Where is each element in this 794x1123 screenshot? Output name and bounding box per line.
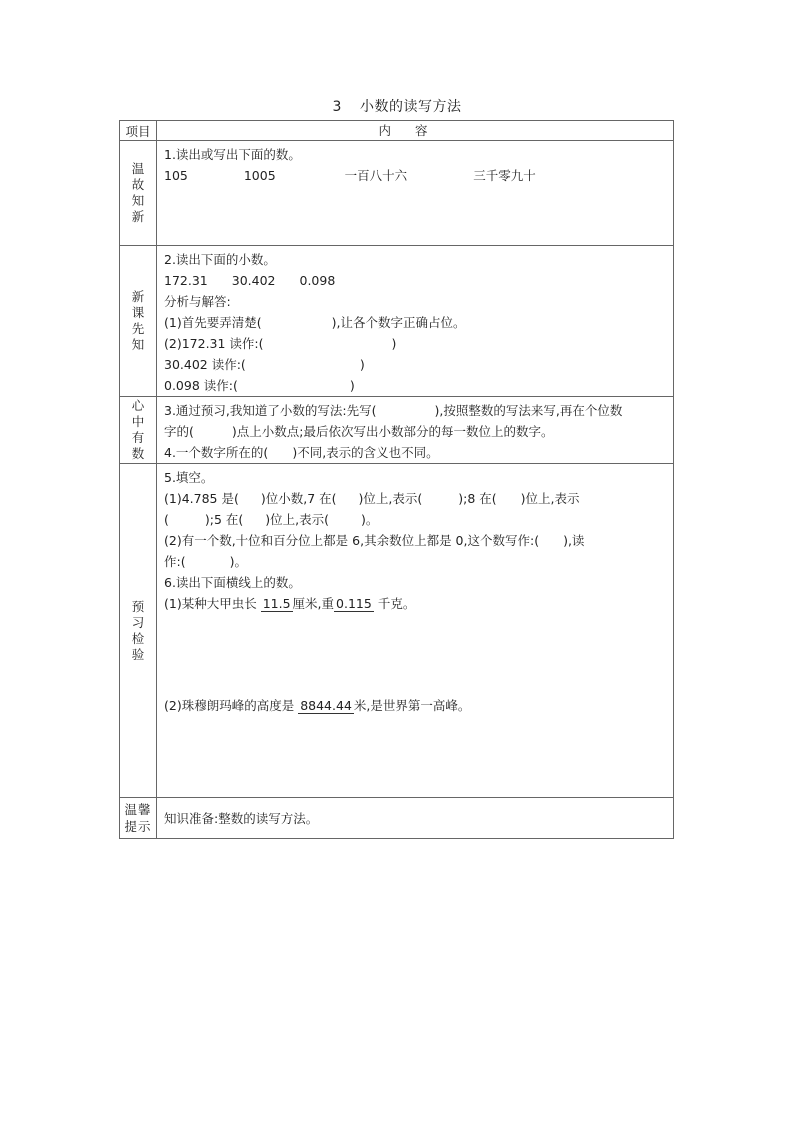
fill-line [164,551,666,572]
answer-line [164,354,666,375]
section-review-row [120,141,674,246]
fill-text: (2)有一个数,十位和百分位上都是 6,其余数位上都是 0,这个数写作:( [164,533,540,548]
page-title [0,96,794,116]
underlined-number: 8844.44 [300,698,352,713]
fill-text: )。 [229,554,247,569]
writing-space [164,614,666,695]
fill-text: (1)4.785 是( [164,491,239,506]
header-content: 内容 [378,123,452,138]
question-text: 4.一个数字所在的( [164,445,269,460]
decimal-list [164,270,666,291]
answer-text: 30.402 读作:( [164,357,246,372]
question-3-cont [164,421,666,442]
answer-text: (1)首先要弄清楚( [164,315,262,330]
question-text: ),按照整数的写法来写,再在个位数 [434,403,623,418]
lesson-number: 3 [332,99,342,115]
number-item: 1005 [243,168,276,183]
section-new-lesson-row [120,246,674,397]
section-label-text: 预习检验 [131,598,145,662]
table-header-row [120,121,674,141]
read-line [164,593,666,614]
section-label-tip [120,798,157,839]
fill-text: 作:( [164,554,186,569]
section-content-tip [157,798,674,839]
section-label-review [120,141,157,246]
section-label-summary [120,397,157,464]
section-label-text: 温故知新 [131,161,145,224]
tip-text: 知识准备:整数的读写方法。 [164,810,319,826]
answer-line [164,312,666,333]
question-text: )点上小数点;最后依次写出小数部分的每一数位上的数字。 [231,424,554,439]
answer-text: 0.098 读作:( [164,378,238,393]
question-text: )不同,表示的含义也不同。 [292,445,439,460]
section-check-row [120,464,674,798]
section-content-summary [157,397,674,464]
underlined-number: 11.5 [262,596,291,611]
section-content-new-lesson [157,246,674,397]
question-2: 2.读出下面的小数。 [164,252,276,267]
section-label-new-lesson [120,246,157,397]
question-4 [164,442,666,463]
read-text: 千克。 [377,596,416,611]
read-text: (1)某种大甲虫长 [164,596,257,611]
decimal-item: 172.31 [164,273,208,288]
fill-text: )位上,表示 [520,491,580,506]
section-label-text: 温馨提示 [124,802,152,834]
section-content-check [157,464,674,798]
header-label-cell [120,121,157,141]
read-text: 米,是世界第一高峰。 [353,698,471,713]
worksheet-table [119,120,674,839]
fill-text: ),读 [563,533,585,548]
answer-text: ),让各个数字正确占位。 [331,315,466,330]
analysis-heading: 分析与解答: [164,294,231,309]
decimal-item: 30.402 [231,273,276,288]
fill-text: );5 在( [204,512,244,527]
number-list [164,165,666,186]
underlined-number: 0.115 [336,596,372,611]
fill-line [164,530,666,551]
read-text: (2)珠穆朗玛峰的高度是 [164,698,295,713]
read-line [164,695,666,716]
section-summary-row [120,397,674,464]
number-item: 105 [164,168,188,183]
answer-text: ) [359,357,365,372]
section-tip-row [120,798,674,839]
answer-line [164,333,666,354]
fill-text: )位小数,7 在( [260,491,337,506]
section-content-review [157,141,674,246]
question-6: 6.读出下面横线上的数。 [164,575,301,590]
answer-text: ) [349,378,355,393]
answer-line [164,375,666,396]
fill-text: )。 [361,512,379,527]
fill-line [164,488,666,509]
question-1: 1.读出或写出下面的数。 [164,147,301,162]
question-text: 字的( [164,424,194,439]
fill-line [164,509,666,530]
answer-text: ) [391,336,397,351]
question-text: 3.通过预习,我知道了小数的写法:先写( [164,403,377,418]
section-label-check [120,464,157,798]
fill-text: ( [164,512,169,527]
header-label: 项目 [125,123,151,139]
header-content-cell [157,121,674,141]
number-item: 三千零九十 [473,168,536,183]
question-3 [164,400,666,421]
section-label-text: 心中有数 [131,398,145,461]
answer-text: (2)172.31 读作:( [164,336,264,351]
number-item: 一百八十六 [344,168,408,183]
fill-text: )位上,表示( [265,512,330,527]
read-text: 厘米,重 [292,596,335,611]
section-label-text: 新课先知 [131,289,145,352]
decimal-item: 0.098 [299,273,336,288]
fill-text: )位上,表示( [358,491,423,506]
question-5: 5.填空。 [164,470,214,485]
fill-text: );8 在( [458,491,497,506]
lesson-title: 小数的读写方法 [359,99,462,115]
